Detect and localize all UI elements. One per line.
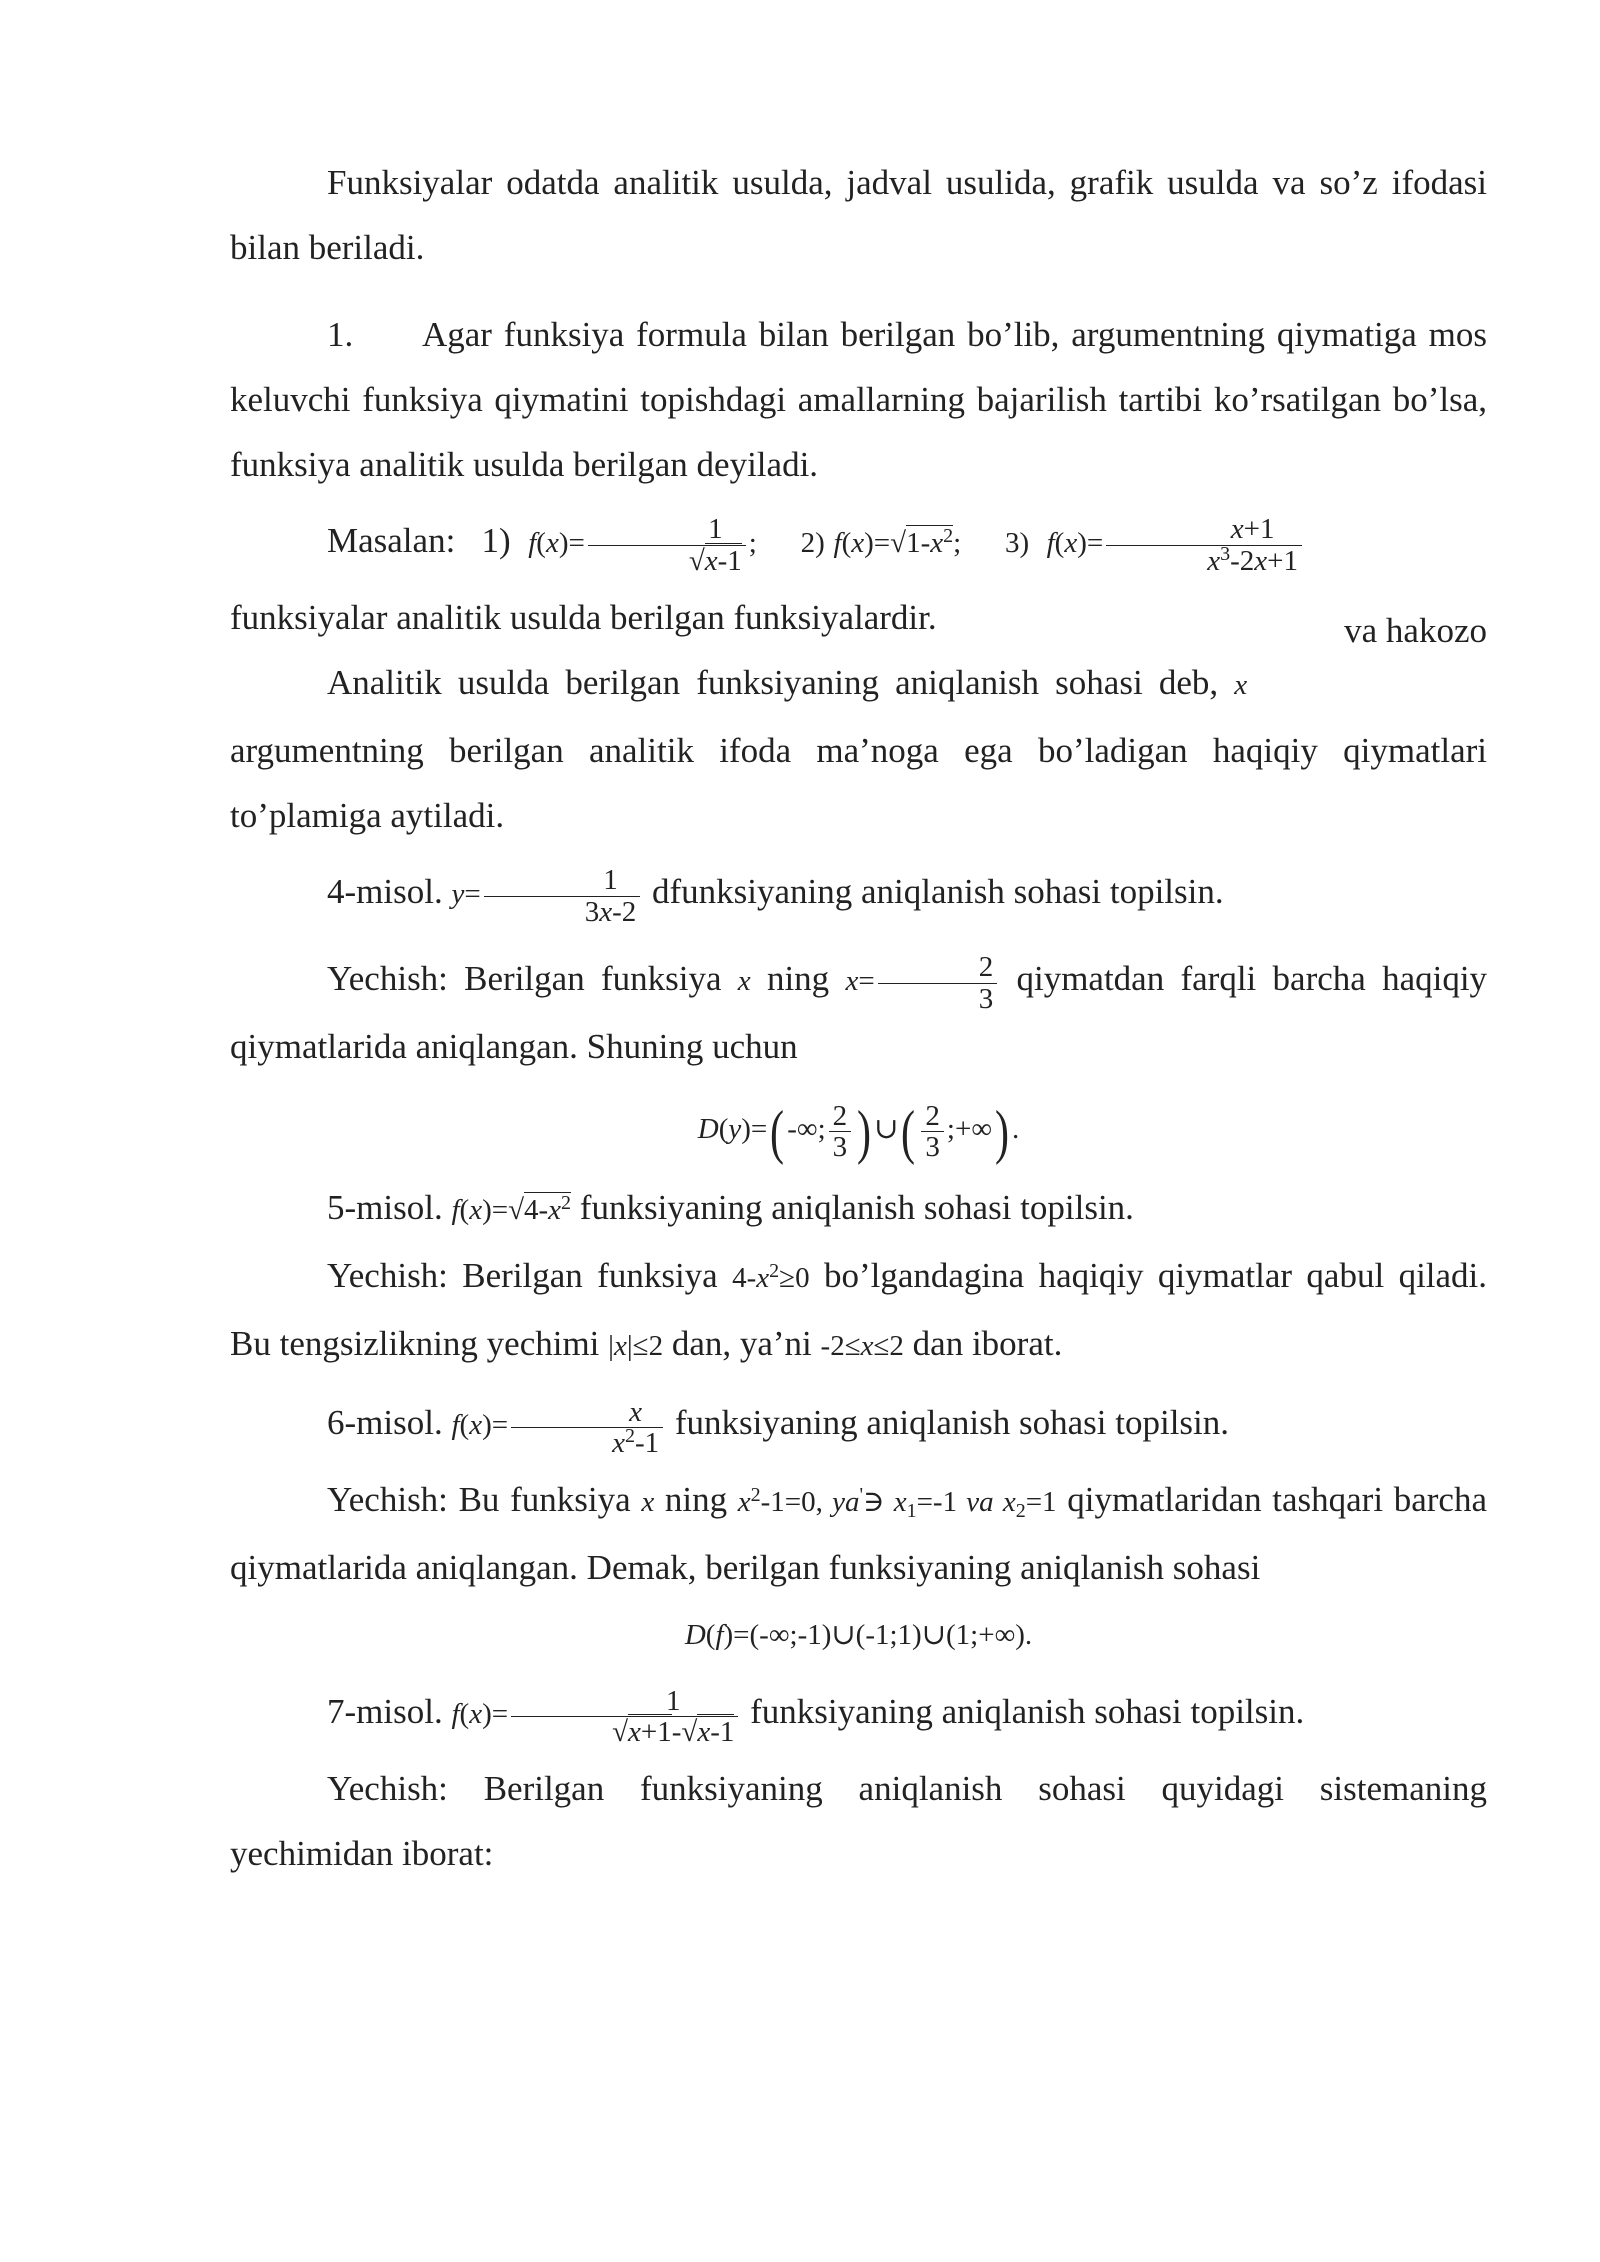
ex5-line bbox=[230, 1175, 1487, 1243]
ex6-formula: f(x)= $\frac{x}{x^2-1}$ bbox=[451, 1409, 666, 1441]
ex5-sol-lead: Yechish: Berilgan funksiya bbox=[327, 1256, 718, 1296]
example-n2: 2) bbox=[800, 527, 825, 559]
ex6-solution: Yechish: Bu funksiya x ning $x^2-1=0$, ya'∋ $x_1=-1$ va $x_2=1$ qiymatlaridan tashqari barcha qiymatlarida aniqlangan. Demak, berilgan funksiyaning aniqlanish sohasi bbox=[230, 1480, 1487, 1588]
example-n1: 1) bbox=[481, 521, 511, 560]
definition-paragraph bbox=[230, 650, 1487, 848]
example-lead: Masalan: bbox=[327, 521, 456, 560]
ex6-text: funksiyaning aniqlanish sohasi topilsin. bbox=[674, 1403, 1230, 1443]
ex6-sol-lead: Yechish: Bu funksiya bbox=[327, 1480, 631, 1520]
ex5-sol-end: dan iborat. bbox=[912, 1324, 1063, 1364]
document-page bbox=[230, 150, 1487, 1886]
formula-1: f(x)= $\frac{1}{√x-1}$ ; bbox=[528, 513, 757, 577]
definition-part2: argumentning berilgan analitik ifoda ma’noga ega bo’ladigan haqiqiy qiymatlari to’plamiga aytiladi. bbox=[230, 731, 1487, 835]
ex6-sol-ning: ning bbox=[664, 1480, 728, 1520]
ex4-formula: y= $\frac{1}{3x-2}$ bbox=[451, 878, 643, 910]
ex4-domain: D(y)=( -∞; $\frac{2}{3}$ ) ∪( $\frac{2}{3}$ ;+∞) . bbox=[697, 1098, 1020, 1165]
definition-var: x bbox=[1234, 669, 1248, 701]
ex5-label: 5-misol. bbox=[327, 1188, 443, 1228]
ex5-sol-mid: bo’lgandagina haqiqiy qiymatlar qabul qiladi. Bu tengsizlikning yechimi bbox=[230, 1256, 1488, 1364]
ex7-formula: f(x)= $\frac{1}{√x+1-√x-1}$ bbox=[451, 1698, 741, 1730]
example-continuation: funksiyalar analitik usulda berilgan funksiyalardir. bbox=[230, 598, 937, 637]
ex5-sol-dan: dan, ya’ni bbox=[671, 1324, 812, 1364]
intro-paragraph: Funksiyalar odatda analitik usulda, jadval usulida, grafik usulda va so’z ifodasi bilan beriladi. bbox=[230, 163, 1487, 267]
ex7-line bbox=[230, 1668, 1487, 1756]
formula-3: f(x)= $\frac{x+1}{x^3-2x+1}$ bbox=[1047, 527, 1305, 559]
ex5-text: funksiyaning aniqlanish sohasi topilsin. bbox=[579, 1188, 1134, 1228]
ex4-line bbox=[230, 848, 1487, 936]
example-tail: va hakozo bbox=[1344, 611, 1487, 650]
ex6-label: 6-misol. bbox=[327, 1403, 443, 1443]
ex5-formula: $f(x)=√4-x^2$ bbox=[451, 1192, 572, 1227]
formula-2: $f(x)=√1-x^2$; bbox=[833, 525, 962, 559]
ex6-line bbox=[230, 1379, 1487, 1467]
item-1-paragraph bbox=[230, 302, 1487, 497]
example-n3: 3) bbox=[1004, 527, 1030, 559]
ex7-text: funksiyaning aniqlanish sohasi topilsin. bbox=[750, 1692, 1305, 1732]
ex4-sol-ning: ning bbox=[766, 959, 830, 998]
item-1-text: Agar funksiya formula bilan berilgan bo’lib, argumentning qiymatiga mos keluvchi funksiya qiymatini topishdagi amallarning bajarilish tartibi ko’rsatilgan bo’lsa, funksiya analitik usulda berilgan deyiladi. bbox=[230, 315, 1487, 484]
ex4-label: 4-misol. bbox=[327, 872, 443, 911]
definition-part1: Analitik usulda berilgan funksiyaning aniqlanish sohasi deb, bbox=[327, 663, 1219, 702]
ex4-sol-mid: qiymatdan farqli barcha haqiqiy qiymatlarida aniqlangan. Shuning uchun bbox=[230, 959, 1488, 1067]
ex4-sol-lead: Yechish: Berilgan funksiya bbox=[327, 959, 722, 998]
item-1-number: 1. bbox=[327, 315, 354, 354]
ex7-solution: Yechish: Berilgan funksiyaning aniqlanish sohasi quyidagi sistemaning yechimidan iborat: bbox=[230, 1769, 1487, 1874]
ex4-solution: Yechish: Berilgan funksiya x ning x= $\frac{2}{3}$ qiymatdan farqli barcha haqiqiy qiymatlarida aniqlangan. Shuning uchun bbox=[230, 951, 1488, 1067]
ex6-sol-mid: qiymatlaridan tashqari barcha qiymatlarida aniqlangan. Demak, berilgan funksiyaning aniqlanish sohasi bbox=[230, 1480, 1487, 1588]
ex4-x-value: x= $\frac{2}{3}$ bbox=[845, 965, 1000, 997]
ex5-solution: Yechish: Berilgan funksiya $4-x^2\ge 0$ bo’lgandagina haqiqiy qiymatlar qabul qiladi. Bu tengsizlikning yechimi |x|≤2 dan, ya’ni -2≤x≤2 dan iborat. bbox=[230, 1256, 1488, 1364]
ex7-label: 7-misol. bbox=[327, 1692, 443, 1732]
ex6-domain: D(f)=(-∞;-1)∪(-1;1)∪(1;+∞). bbox=[684, 1619, 1033, 1652]
ex4-text: dfunksiyaning aniqlanish sohasi topilsin. bbox=[651, 872, 1224, 911]
